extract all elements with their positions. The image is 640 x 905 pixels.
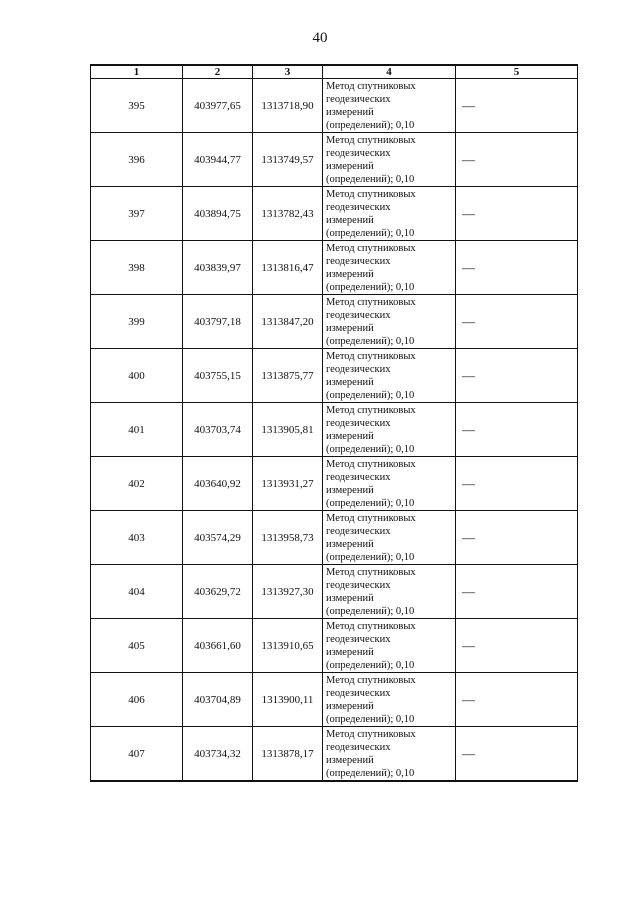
method-cell: [323, 187, 456, 241]
table-row: [91, 133, 578, 187]
note-cell: —: [456, 511, 578, 565]
table-body: [91, 79, 578, 782]
method-cell: [323, 511, 456, 565]
method-line: геодезических: [326, 201, 391, 213]
method-line: (определений); 0,10: [326, 335, 415, 347]
coordinate-x-cell: 403839,97: [183, 241, 253, 295]
point-number-cell: 400: [91, 349, 183, 403]
coordinate-y-cell: 1313958,73: [253, 511, 323, 565]
point-number-cell: 407: [91, 727, 183, 782]
point-number-cell: 405: [91, 619, 183, 673]
method-cell: [323, 133, 456, 187]
method-line: измерений: [326, 430, 374, 442]
note-cell: —: [456, 349, 578, 403]
note-cell: —: [456, 133, 578, 187]
table-row: [91, 295, 578, 349]
method-cell: [323, 619, 456, 673]
coordinate-x-cell: 403894,75: [183, 187, 253, 241]
note-cell: —: [456, 727, 578, 782]
method-line: измерений: [326, 700, 374, 712]
coordinate-x-cell: 403734,32: [183, 727, 253, 782]
point-number-cell: 406: [91, 673, 183, 727]
page-number: 40: [312, 30, 328, 46]
table-row: [91, 673, 578, 727]
method-line: (определений); 0,10: [326, 227, 415, 239]
header-row: [91, 65, 578, 79]
method-line: Метод спутниковых: [326, 188, 416, 200]
coordinate-x-cell: 403703,74: [183, 403, 253, 457]
method-line: (определений); 0,10: [326, 767, 415, 779]
coordinate-y-cell: 1313878,17: [253, 727, 323, 782]
method-line: геодезических: [326, 687, 391, 699]
coordinate-x-cell: 403661,60: [183, 619, 253, 673]
method-line: измерений: [326, 160, 374, 172]
table-row: [91, 619, 578, 673]
note-cell: —: [456, 79, 578, 133]
table-row: [91, 511, 578, 565]
method-line: Метод спутниковых: [326, 566, 416, 578]
point-number-cell: 404: [91, 565, 183, 619]
method-line: геодезических: [326, 255, 391, 267]
method-line: Метод спутниковых: [326, 728, 416, 740]
method-line: геодезических: [326, 417, 391, 429]
table-row: [91, 187, 578, 241]
header-cell-3: 3: [253, 65, 323, 79]
method-line: (определений); 0,10: [326, 173, 415, 185]
method-line: измерений: [326, 538, 374, 550]
coordinates-table: [90, 64, 578, 782]
note-cell: —: [456, 403, 578, 457]
method-line: Метод спутниковых: [326, 134, 416, 146]
method-cell: [323, 565, 456, 619]
method-line: Метод спутниковых: [326, 512, 416, 524]
coordinate-x-cell: 403640,92: [183, 457, 253, 511]
method-line: геодезических: [326, 525, 391, 537]
table-row: [91, 79, 578, 133]
note-cell: —: [456, 565, 578, 619]
coordinate-y-cell: 1313927,30: [253, 565, 323, 619]
coordinate-y-cell: 1313749,57: [253, 133, 323, 187]
method-cell: [323, 349, 456, 403]
point-number-cell: 398: [91, 241, 183, 295]
coordinate-y-cell: 1313905,81: [253, 403, 323, 457]
method-line: Метод спутниковых: [326, 80, 416, 92]
method-cell: [323, 79, 456, 133]
coordinate-y-cell: 1313718,90: [253, 79, 323, 133]
header-cell-5: 5: [456, 65, 578, 79]
method-line: геодезических: [326, 471, 391, 483]
note-cell: —: [456, 187, 578, 241]
coordinate-y-cell: 1313847,20: [253, 295, 323, 349]
method-line: (определений); 0,10: [326, 497, 415, 509]
method-line: измерений: [326, 268, 374, 280]
method-line: геодезических: [326, 633, 391, 645]
coordinate-y-cell: 1313910,65: [253, 619, 323, 673]
method-line: измерений: [326, 754, 374, 766]
method-line: (определений); 0,10: [326, 281, 415, 293]
coordinate-x-cell: 403704,89: [183, 673, 253, 727]
method-line: измерений: [326, 484, 374, 496]
method-line: (определений); 0,10: [326, 713, 415, 725]
method-line: Метод спутниковых: [326, 350, 416, 362]
method-line: Метод спутниковых: [326, 620, 416, 632]
coordinate-x-cell: 403797,18: [183, 295, 253, 349]
header-cell-4: 4: [323, 65, 456, 79]
method-line: Метод спутниковых: [326, 242, 416, 254]
method-line: геодезических: [326, 93, 391, 105]
point-number-cell: 397: [91, 187, 183, 241]
method-line: Метод спутниковых: [326, 674, 416, 686]
method-cell: [323, 241, 456, 295]
table-row: [91, 241, 578, 295]
coordinate-y-cell: 1313782,43: [253, 187, 323, 241]
table-row: [91, 565, 578, 619]
method-line: геодезических: [326, 363, 391, 375]
table-row: [91, 403, 578, 457]
method-line: (определений); 0,10: [326, 119, 415, 131]
method-cell: [323, 295, 456, 349]
coordinate-y-cell: 1313931,27: [253, 457, 323, 511]
method-line: измерений: [326, 106, 374, 118]
method-line: геодезических: [326, 309, 391, 321]
coordinate-y-cell: 1313816,47: [253, 241, 323, 295]
point-number-cell: 401: [91, 403, 183, 457]
method-cell: [323, 457, 456, 511]
method-line: (определений); 0,10: [326, 389, 415, 401]
coordinate-x-cell: 403629,72: [183, 565, 253, 619]
table-row: [91, 727, 578, 782]
method-line: (определений); 0,10: [326, 551, 415, 563]
method-cell: [323, 403, 456, 457]
note-cell: —: [456, 673, 578, 727]
method-line: измерений: [326, 214, 374, 226]
method-line: измерений: [326, 376, 374, 388]
note-cell: —: [456, 457, 578, 511]
point-number-cell: 396: [91, 133, 183, 187]
method-line: геодезических: [326, 147, 391, 159]
method-line: (определений); 0,10: [326, 605, 415, 617]
coordinate-x-cell: 403977,65: [183, 79, 253, 133]
coordinate-y-cell: 1313900,11: [253, 673, 323, 727]
note-cell: —: [456, 241, 578, 295]
point-number-cell: 395: [91, 79, 183, 133]
method-line: измерений: [326, 646, 374, 658]
point-number-cell: 399: [91, 295, 183, 349]
note-cell: —: [456, 619, 578, 673]
coordinate-x-cell: 403755,15: [183, 349, 253, 403]
method-line: измерений: [326, 322, 374, 334]
header-cell-2: 2: [183, 65, 253, 79]
table-row: [91, 349, 578, 403]
method-line: (определений); 0,10: [326, 443, 415, 455]
table-row: [91, 457, 578, 511]
method-line: измерений: [326, 592, 374, 604]
method-line: Метод спутниковых: [326, 458, 416, 470]
coordinate-x-cell: 403574,29: [183, 511, 253, 565]
note-cell: —: [456, 295, 578, 349]
method-cell: [323, 727, 456, 782]
point-number-cell: 402: [91, 457, 183, 511]
coordinate-x-cell: 403944,77: [183, 133, 253, 187]
method-line: Метод спутниковых: [326, 404, 416, 416]
method-cell: [323, 673, 456, 727]
method-line: геодезических: [326, 741, 391, 753]
header-cell-1: 1: [91, 65, 183, 79]
method-line: геодезических: [326, 579, 391, 591]
method-line: (определений); 0,10: [326, 659, 415, 671]
method-line: Метод спутниковых: [326, 296, 416, 308]
point-number-cell: 403: [91, 511, 183, 565]
coordinate-y-cell: 1313875,77: [253, 349, 323, 403]
